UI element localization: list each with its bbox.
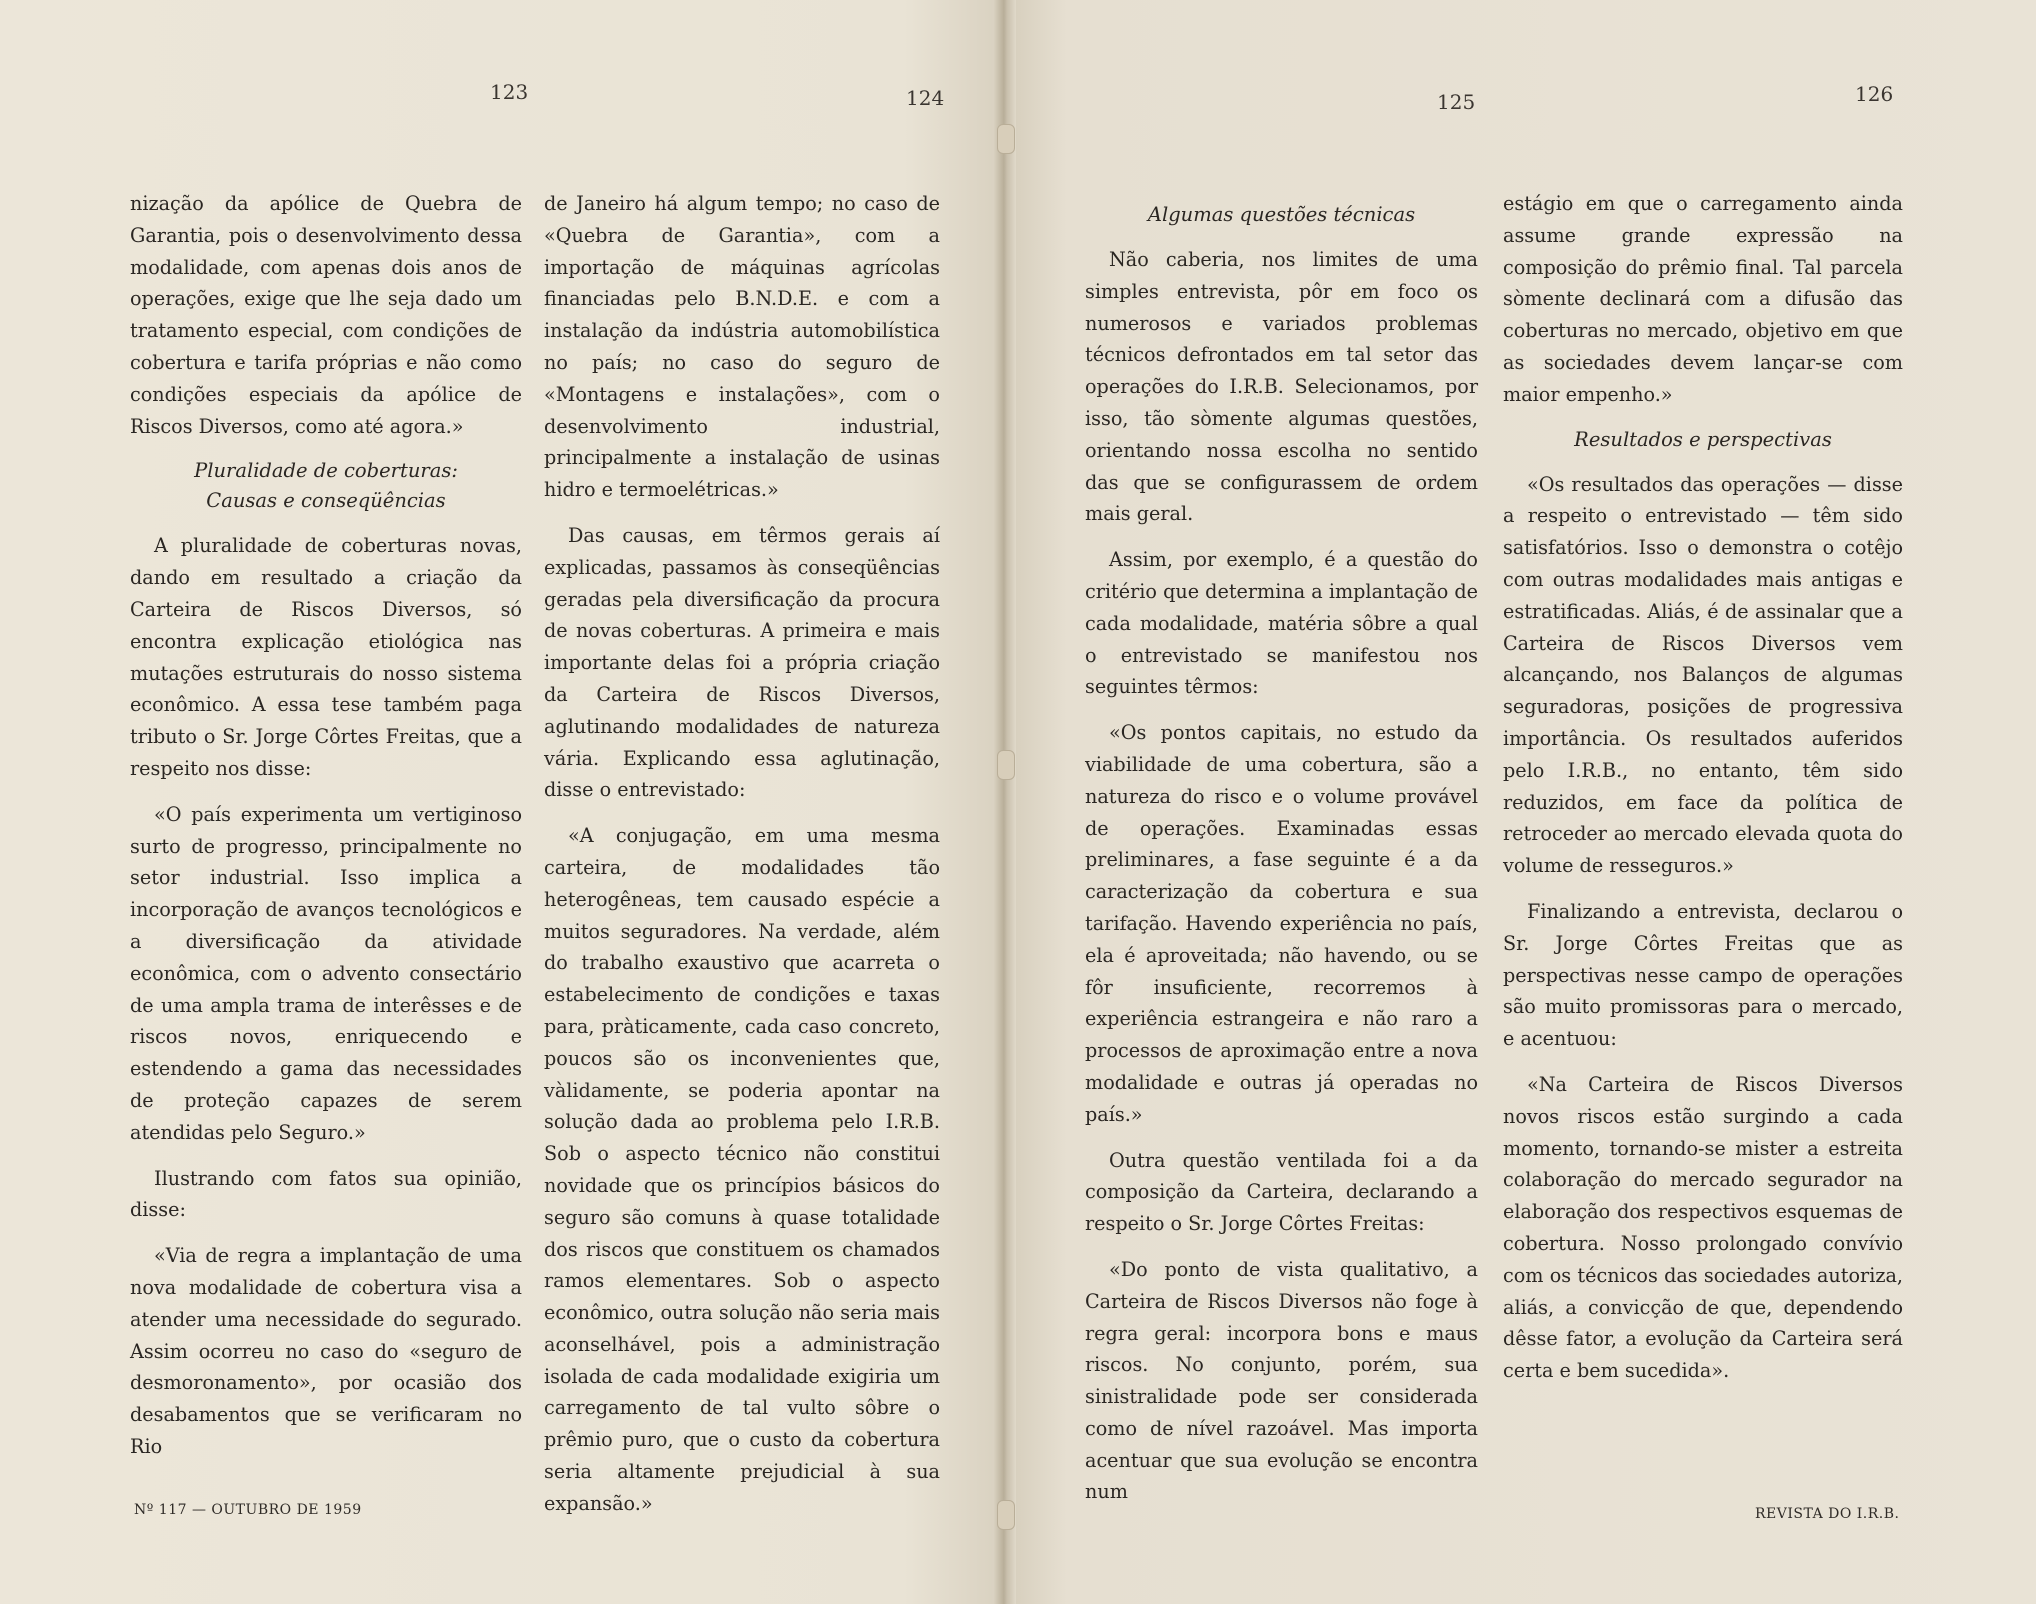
paragraph: «Os resultados das operações — disse a respeito o entrevistado — têm sido satisfatórios. Isso o demonstra o cotêjo com outras modalidades mais antigas e estratificadas. Aliás, é de assinalar que a Carteira de Riscos Diversos vem alcançando, nos Balanços de algumas seguradoras, posições de progressiva importância. Os resultados auferidos pelo I.R.B., no entanto, têm sido reduzidos, em face da política de retroceder ao mercado elevada quota do volume de resseguros.» [1503, 472, 1903, 878]
page-number-125: 125 [1437, 90, 1476, 114]
page-number-123: 123 [490, 80, 529, 104]
paragraph: Finalizando a entrevista, declarou o Sr. Jorge Côrtes Freitas que as perspectivas nesse campo de operações são muito promissoras para o mercado, e acentuou: [1503, 899, 1903, 1051]
paragraph: Assim, por exemplo, é a questão do critério que determina a implantação de cada modalidade, matéria sôbre a qual o entrevistado se manifestou nos seguintes têrmos: [1085, 548, 1478, 699]
binding-staple [997, 124, 1015, 154]
paragraph: nização da apólice de Quebra de Garantia, pois o desenvolvimento dessa modalidade, com apenas dois anos de operações, exige que lhe seja dado um tratamento especial, com condições de cobertura e tarifa próprias e não como condições especiais da apólice de Riscos Diversos, como até agora.» [130, 192, 522, 438]
footer-journal: REVISTA DO I.R.B. [1755, 1506, 1900, 1522]
paragraph: «A conjugação, em uma mesma carteira, de modalidades tão heterogêneas, tem causado espécie a muitos seguradores. Na verdade, além do trabalho exaustivo que acarreta o estabelecimento de condições e taxas para, pràticamente, cada caso concreto, poucos são os inconvenientes que, vàlidamente, se poderia apontar na solução dada ao problema pelo I.R.B. Sob o aspecto técnico não constitui novidade que os princípios básicos do seguro são comuns à quase totalidade dos riscos que constituem os chamados ramos elementares. Sob o aspecto econômico, outra solução não seria mais aconselhável, pois a administração isolada de cada modalidade exigiria um carregamento de tal vulto sôbre o prêmio puro, que o custo da cobertura seria altamente prejudicial à sua expansão.» [544, 824, 940, 1515]
book-gutter [994, 0, 1016, 1604]
paragraph: Ilustrando com fatos sua opinião, disse: [130, 1166, 522, 1222]
column-3 [1085, 196, 1478, 1522]
paragraph: «Via de regra a implantação de uma nova modalidade de cobertura visa a atender uma necessidade do segurado. Assim ocorreu no caso do «seguro de desmoronamento», por ocasião dos desabamentos que se verificaram no Rio [130, 1244, 522, 1458]
paragraph: «O país experimenta um vertiginoso surto de progresso, principalmente no setor industrial. Isso implica a incorporação de avanços tecnológicos e a diversificação da atividade econômica, com o advento consectário de uma ampla trama de interêsses e de riscos novos, enriquecendo e estendendo a gama das necessidades de proteção capazes de serem atendidas pelo Seguro.» [130, 802, 522, 1144]
column-4 [1503, 188, 1903, 1401]
section-heading-pluralidade: Pluralidade de coberturas: Causas e conseqüências [194, 459, 458, 513]
paragraph: estágio em que o carregamento ainda assume grande expressão na composição do prêmio final. Tal parcela sòmente declinará com a difusão das coberturas no mercado, objetivo em que as sociedades devem lançar-se com maior empenho.» [1503, 192, 1903, 406]
paragraph: «Na Carteira de Riscos Diversos novos riscos estão surgindo a cada momento, tornando-se mister a estreita colaboração do mercado segurador na elaboração dos respectivos esquemas de cobertura. Nosso prolongado convívio com os técnicos das sociedades autoriza, aliás, a convicção de que, dependendo dêsse fator, a evolução da Carteira será certa e bem sucedida». [1503, 1072, 1903, 1383]
paragraph: «Do ponto de vista qualitativo, a Carteira de Riscos Diversos não foge à regra geral: incorpora bons e maus riscos. No conjunto, porém, sua sinistralidade pode ser considerada como de nível razoável. Mas importa acentuar que sua evolução se encontra num [1085, 1257, 1478, 1504]
paragraph: de Janeiro há algum tempo; no caso de «Quebra de Garantia», com a importação de máquinas agrícolas financiadas pelo B.N.D.E. e com a instalação da indústria automobilística no país; no caso do seguro de «Montagens e instalações», com o desenvolvimento industrial, principalmente a instalação de usinas hidro e termoelétricas.» [544, 192, 940, 502]
page-number-124: 124 [906, 86, 945, 110]
binding-staple [997, 750, 1015, 780]
page-number-126: 126 [1855, 82, 1894, 106]
section-heading-resultados: Resultados e perspectivas [1574, 427, 1832, 451]
column-2 [544, 188, 940, 1534]
section-heading-questoes-tecnicas: Algumas questões técnicas [1147, 203, 1416, 226]
paragraph: Não caberia, nos limites de uma simples entrevista, pôr em foco os numerosos e variados problemas técnicos defrontados em tal setor das operações do I.R.B. Selecionamos, por isso, tão sòmente algumas questões, orientando nossa escolha no sentido das que se configurassem de ordem mais geral. [1085, 248, 1478, 526]
paragraph: «Os pontos capitais, no estudo da viabilidade de uma cobertura, são a natureza do risco e o volume provável de operações. Examinadas essas preliminares, a fase seguinte é a da caracterização da cobertura e sua tarifação. Havendo experiência no país, ela é aproveitada; não havendo, ou se fôr insuficiente, recorremos à experiência estrangeira e não raro a processos de aproximação entre a nova modalidade e outras já operadas no país.» [1085, 721, 1478, 1126]
column-1 [130, 188, 522, 1477]
paragraph: Das causas, em têrmos gerais aí explicadas, passamos às conseqüências geradas pela diversificação da procura de novas coberturas. A primeira e mais importante delas foi a própria criação da Carteira de Riscos Diversos, aglutinando modalidades de natureza vária. Explicando essa aglutinação, disse o entrevistado: [544, 523, 940, 802]
binding-staple [997, 1500, 1015, 1530]
paragraph: Outra questão ventilada foi a da composição da Carteira, declarando a respeito o Sr. Jorge Côrtes Freitas: [1085, 1148, 1478, 1236]
paragraph: A pluralidade de coberturas novas, dando em resultado a criação da Carteira de Riscos Diversos, só encontra explicação etiológica nas mutações estruturais do nosso sistema econômico. A essa tese também paga tributo o Sr. Jorge Côrtes Freitas, que a respeito nos disse: [130, 534, 522, 780]
footer-issue: Nº 117 — OUTUBRO DE 1959 [134, 1502, 362, 1518]
